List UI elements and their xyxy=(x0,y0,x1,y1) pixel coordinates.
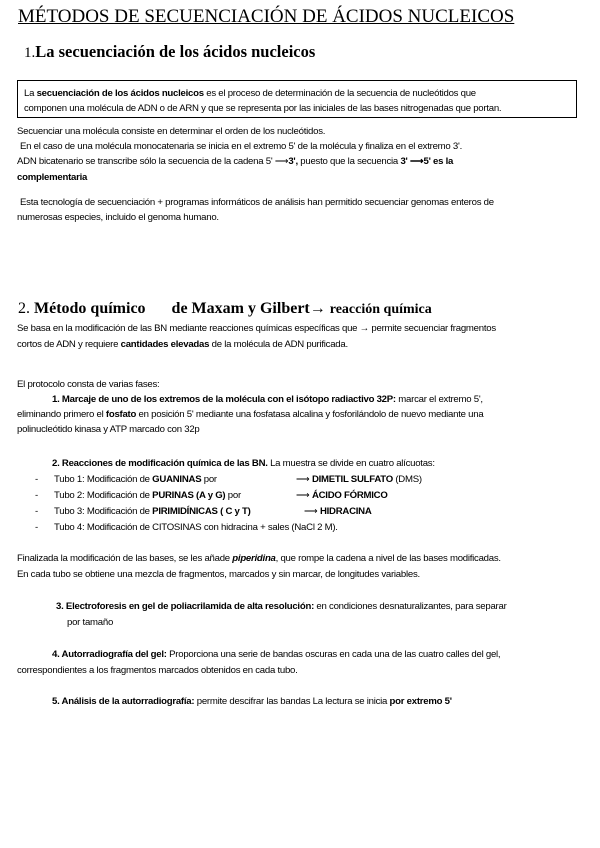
text: por xyxy=(201,474,217,485)
step-4-title: 4. Autorradiografía del gel: xyxy=(52,649,167,660)
text: (DMS) xyxy=(392,474,422,485)
text: en posición 5' mediante una fosfatasa alcalina y fosforilándolo de nuevo mediante una xyxy=(136,409,484,420)
arrow-icon: ⟶ xyxy=(296,490,310,501)
text: por xyxy=(225,490,241,501)
text-bold: cantidades elevadas xyxy=(120,339,210,350)
arrow-icon: ⟶ xyxy=(304,506,318,517)
text: Tubo 2: Modificación de xyxy=(54,490,153,501)
step-1-line-2 xyxy=(17,407,483,422)
text: Finalizada la modificación de las bases, se les añade xyxy=(17,553,233,564)
definition-line-2: componen una molécula de ADN o de ARN y que se representa por las iniciales de las bases nitrogenadas que portan. xyxy=(24,103,502,114)
step-4-line-1 xyxy=(52,647,500,662)
paragraph-order: Secuenciar una molécula consiste en determinar el orden de los nucleótidos. xyxy=(17,126,326,137)
step-3-line-2: por tamaño xyxy=(67,617,114,628)
reagent: DIMETIL SULFATO xyxy=(311,474,393,485)
tube-1-text xyxy=(54,472,217,487)
text: La muestra se divide en cuatro alícuotas: xyxy=(267,458,435,469)
tube-4-dash: - xyxy=(35,522,38,533)
text: ADN bicatenario se transcribe sólo la secuencia de la cadena 5' xyxy=(17,156,275,167)
section-2-number: 2. xyxy=(18,300,30,317)
paragraph-bicatenario-line-2: complementaria xyxy=(17,172,88,183)
tube-2-text xyxy=(54,488,241,503)
paragraph-monocatenaria: En el caso de una molécula monocatenaria se inicia en el extremo 5' de la molécula y finaliza en el extremo 3'. xyxy=(20,141,463,152)
tube-2-dash: - xyxy=(35,490,38,501)
reagent: HIDRACINA xyxy=(319,506,372,517)
definition-line-1 xyxy=(24,86,476,101)
section-1-number: 1. xyxy=(24,45,36,61)
definition-text: La xyxy=(24,88,37,99)
definition-term: secuenciación de los ácidos nucleicos xyxy=(36,88,204,99)
tube-2-result xyxy=(296,488,388,503)
step-4-line-2: correspondientes a los fragmentos marcados obtenidos en cada tubo. xyxy=(17,665,298,676)
section-2-title-c: reacción química xyxy=(329,302,432,317)
tube-3-text xyxy=(54,504,251,519)
section-1-heading xyxy=(24,42,315,62)
piperidina-line-1 xyxy=(17,551,501,566)
protocol-intro: El protocolo consta de varias fases: xyxy=(17,379,160,390)
step-3-title: 3. Electroforesis en gel de poliacrilamida de alta resolución: xyxy=(56,601,315,612)
reagent: ÁCIDO FÓRMICO xyxy=(311,490,388,501)
text-bold: fosfato xyxy=(105,409,137,420)
arrow-icon: ⟶ xyxy=(274,156,289,167)
section-2-heading xyxy=(18,300,432,318)
section-2-title-b: de Maxam y Gilbert xyxy=(171,300,310,317)
paragraph-basis-line-2 xyxy=(17,337,348,352)
text: marcar el extremo 5', xyxy=(395,394,483,405)
piperidina-line-2: En cada tubo se obtiene una mezcla de fragmentos, marcados y sin marcar, de longitudes variables. xyxy=(17,569,420,580)
step-2-line-1 xyxy=(52,456,435,471)
page-title: MÉTODOS DE SECUENCIACIÓN DE ÁCIDOS NUCLEICOS xyxy=(18,6,515,27)
tube-1-result xyxy=(296,472,422,487)
text: cortos de ADN y requiere xyxy=(17,339,121,350)
paragraph-bicatenario-line-1 xyxy=(17,154,453,169)
step-1-line-1 xyxy=(52,392,483,407)
text: de la molécula de ADN purificada. xyxy=(209,339,348,350)
text: permite descifrar las bandas La lectura se inicia xyxy=(194,696,390,707)
step-3-line-1 xyxy=(56,599,507,614)
text-bold: PURINAS (A y G) xyxy=(152,490,226,501)
tube-4-text: Tubo 4: Modificación de CITOSINAS con hidracina + sales (NaCl 2 M). xyxy=(54,522,338,533)
section-2-title-a: Método químico xyxy=(34,300,146,317)
step-5-title: 5. Análisis de la autorradiografía: xyxy=(52,696,195,707)
text: Tubo 3: Modificación de xyxy=(54,506,153,517)
text-bold: 5' es la xyxy=(423,156,454,167)
tube-3-result xyxy=(304,504,372,519)
step-2-title: 2. Reacciones de modificación química de las BN. xyxy=(52,458,268,469)
text: , que rompe la cadena a nivel de las bases modificadas. xyxy=(275,553,501,564)
tube-1-dash: - xyxy=(35,474,38,485)
text-bold: 3' xyxy=(400,156,410,167)
text-bold: por extremo 5' xyxy=(389,696,452,707)
arrow-icon: ⟶ xyxy=(296,474,310,485)
arrow-icon: ⟶ xyxy=(409,156,424,167)
text: Proporciona una serie de bandas oscuras en cada una de las cuatro calles del gel, xyxy=(166,649,501,660)
text-bold: GUANINAS xyxy=(152,474,202,485)
tube-3-dash: - xyxy=(35,506,38,517)
text: eliminando primero el xyxy=(17,409,106,420)
step-1-title: 1. Marcaje de uno de los extremos de la molécula con el isótopo radiactivo 32P: xyxy=(52,394,396,405)
text-bold: PIRIMIDÍNICAS ( C y T) xyxy=(152,506,251,517)
arrow-icon: → xyxy=(309,300,326,317)
text: en condiciones desnaturalizantes, para separar xyxy=(314,601,507,612)
step-1-line-3: polinucleótido kinasa y ATP marcado con 32p xyxy=(17,424,200,435)
text: Tubo 1: Modificación de xyxy=(54,474,153,485)
paragraph-technology-line-1: Esta tecnología de secuenciación + programas informáticos de análisis han permitido secuenciar genomas enteros de xyxy=(20,197,494,208)
paragraph-technology-line-2: numerosas especies, incluido el genoma humano. xyxy=(17,212,219,223)
step-5-line-1 xyxy=(52,694,452,709)
text-emphasis: piperidina xyxy=(232,553,276,564)
definition-text: es el proceso de determinación de la secuencia de nucleótidos que xyxy=(203,88,476,99)
text: puesto que la secuencia xyxy=(297,156,401,167)
paragraph-basis-line-1: Se basa en la modificación de las BN mediante reacciones químicas específicas que → permite secuenciar fragmentos xyxy=(17,323,496,334)
section-1-title: La secuenciación de los ácidos nucleicos xyxy=(35,42,316,61)
text-bold: 3', xyxy=(288,156,298,167)
